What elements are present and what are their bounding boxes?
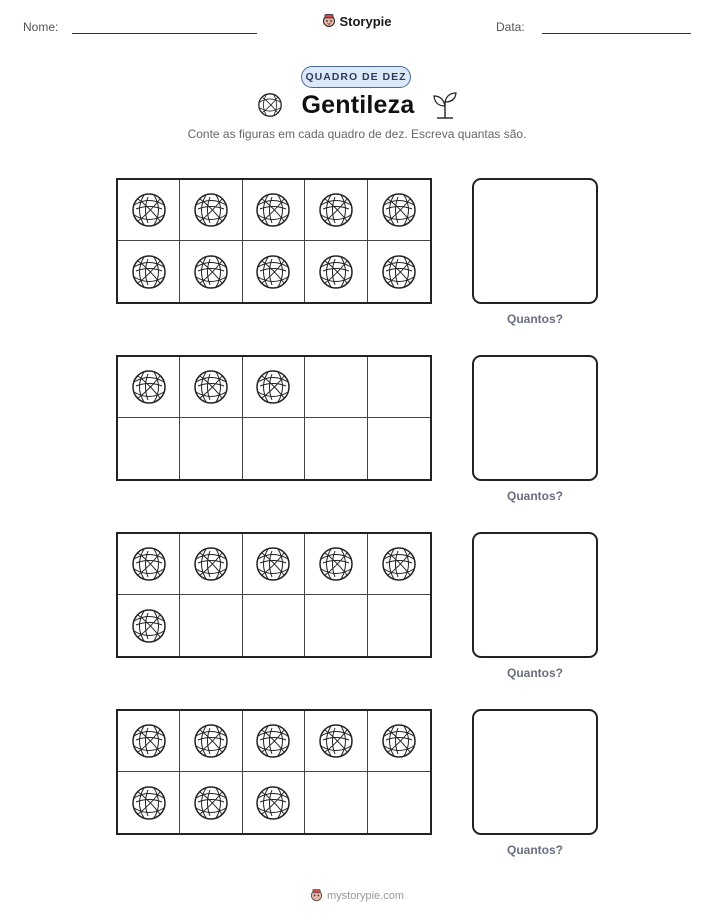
brand-name: Storypie — [339, 13, 392, 29]
ten-frame-cell — [180, 595, 242, 656]
ten-frame-cell — [368, 772, 430, 833]
ten-frame — [116, 709, 432, 835]
yarn-ball-icon — [130, 722, 168, 760]
storypie-mascot-icon — [322, 13, 336, 29]
ten-frame-cell — [118, 534, 180, 595]
yarn-ball-icon — [317, 253, 355, 291]
yarn-ball-icon — [130, 784, 168, 822]
yarn-ball-icon — [380, 253, 418, 291]
ten-frame-cell — [118, 180, 180, 241]
date-label: Data: — [496, 20, 525, 34]
ten-frame-cell — [368, 357, 430, 418]
ten-frame-cell — [368, 711, 430, 772]
storypie-mascot-icon — [310, 888, 323, 903]
ten-frame-cell — [180, 180, 242, 241]
yarn-ball-icon — [254, 545, 292, 583]
ten-frame-cell — [180, 711, 242, 772]
yarn-ball-icon — [254, 722, 292, 760]
footer-url: mystorypie.com — [326, 889, 405, 902]
ten-frame-cell — [180, 772, 242, 833]
ten-frame-cell — [243, 180, 305, 241]
yarn-ball-icon — [192, 545, 230, 583]
yarn-ball-icon — [380, 191, 418, 229]
ten-frame-cell — [368, 418, 430, 479]
ten-frame-cell — [368, 241, 430, 302]
yarn-ball-icon — [130, 607, 168, 645]
ten-frame-cell — [305, 772, 367, 833]
yarn-ball-icon — [380, 545, 418, 583]
name-label: Nome: — [23, 20, 59, 34]
worksheet-type-badge: QUADRO DE DEZ — [301, 66, 411, 88]
ten-frame-cell — [243, 357, 305, 418]
ten-frame-cell — [305, 534, 367, 595]
yarn-ball-icon — [192, 784, 230, 822]
answer-box[interactable] — [472, 709, 598, 835]
answer-box[interactable] — [472, 532, 598, 658]
yarn-ball-icon — [130, 191, 168, 229]
ten-frame-cell — [243, 595, 305, 656]
answer-prompt: Quantos? — [507, 843, 563, 857]
title-row — [0, 90, 714, 120]
answer-prompt: Quantos? — [507, 312, 563, 326]
yarn-ball-icon — [192, 722, 230, 760]
yarn-ball-icon — [317, 722, 355, 760]
answer-prompt: Quantos? — [507, 489, 563, 503]
yarn-ball-icon — [380, 722, 418, 760]
ten-frame-cell — [118, 595, 180, 656]
yarn-ball-icon — [192, 368, 230, 406]
ten-frame-cell — [305, 418, 367, 479]
ten-frame-cell — [305, 241, 367, 302]
yarn-ball-icon — [317, 191, 355, 229]
answer-box[interactable] — [472, 355, 598, 481]
ten-frame-cell — [118, 418, 180, 479]
ten-frame — [116, 178, 432, 304]
ten-frame-cell — [243, 534, 305, 595]
ten-frame-cell — [305, 180, 367, 241]
yarn-ball-icon — [192, 191, 230, 229]
yarn-ball-icon — [254, 784, 292, 822]
brand-logo — [0, 13, 714, 34]
ten-frame — [116, 355, 432, 481]
ten-frame-cell — [180, 418, 242, 479]
ten-frame-cell — [368, 534, 430, 595]
yarn-ball-icon — [192, 253, 230, 291]
yarn-ball-icon — [254, 191, 292, 229]
ten-frame-cell — [305, 711, 367, 772]
ten-frame-cell — [243, 711, 305, 772]
ten-frame-cell — [180, 534, 242, 595]
yarn-ball-icon — [254, 253, 292, 291]
worksheet-title: Gentileza — [301, 90, 415, 119]
answer-box[interactable] — [472, 178, 598, 304]
answer-prompt: Quantos? — [507, 666, 563, 680]
yarn-ball-icon — [130, 253, 168, 291]
yarn-ball-icon — [317, 545, 355, 583]
ten-frame-cell — [368, 595, 430, 656]
ten-frame-cell — [305, 595, 367, 656]
yarn-ball-icon — [130, 368, 168, 406]
ten-frame-cell — [243, 418, 305, 479]
ten-frame-cell — [118, 772, 180, 833]
ten-frame-cell — [180, 241, 242, 302]
yarn-ball-icon — [130, 545, 168, 583]
instructions: Conte as figuras em cada quadro de dez. Escreva quantas são. — [187, 127, 527, 141]
ten-frame-cell — [118, 711, 180, 772]
ten-frame-cell — [118, 241, 180, 302]
ten-frame-cell — [243, 772, 305, 833]
ten-frame-cell — [368, 180, 430, 241]
ten-frame-cell — [305, 357, 367, 418]
footer — [0, 888, 714, 903]
ten-frame — [116, 532, 432, 658]
ten-frame-cell — [243, 241, 305, 302]
ten-frame-cell — [180, 357, 242, 418]
yarn-ball-icon — [256, 91, 284, 119]
yarn-ball-icon — [254, 368, 292, 406]
sprout-icon — [432, 90, 458, 120]
ten-frame-cell — [118, 357, 180, 418]
